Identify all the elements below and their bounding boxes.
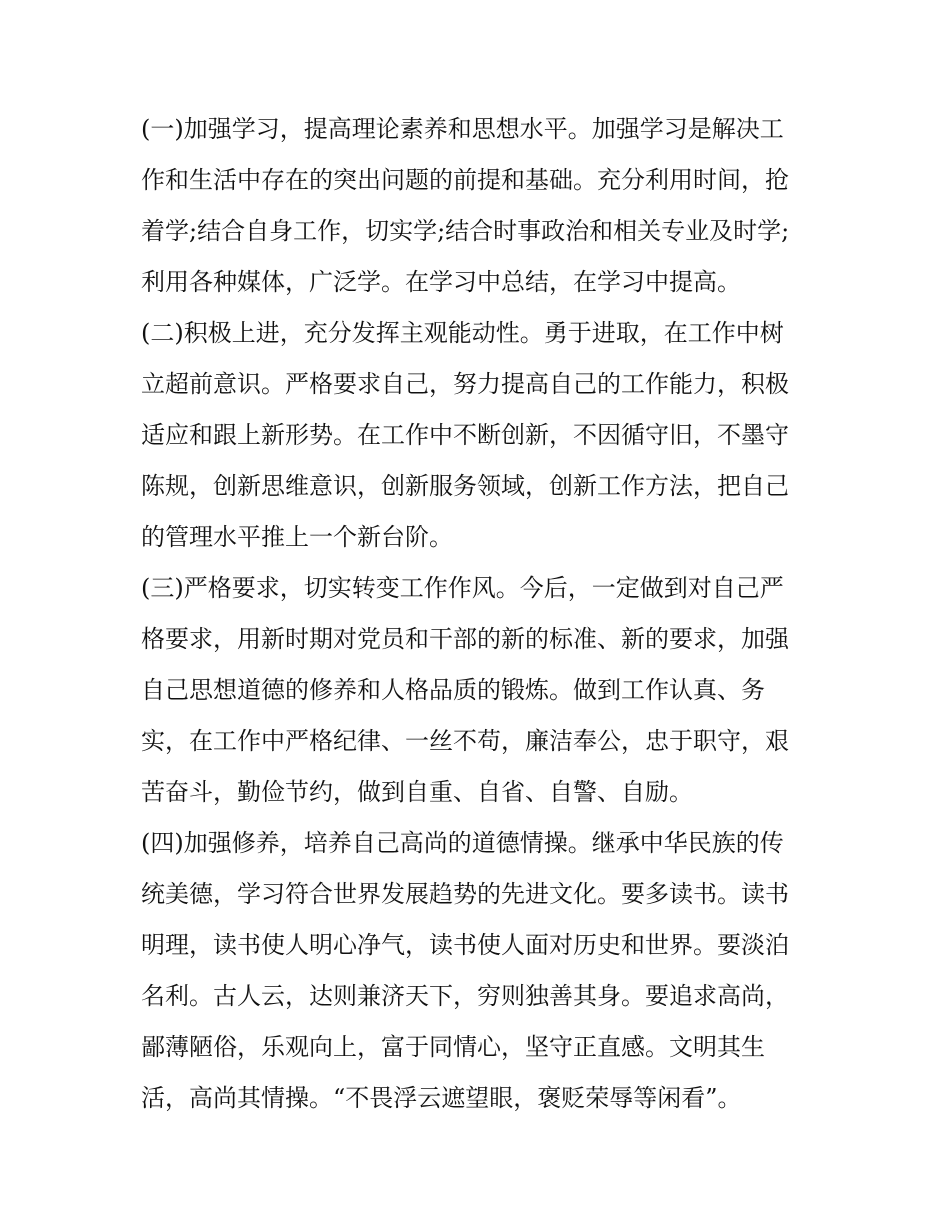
text-line-19: 鄙薄陋俗，乐观向上，富于同情心，坚守正直感。文明其生 bbox=[141, 1033, 765, 1061]
text-line-15: (四)加强修养，培养自己高尚的道德情操。继承中华民族的传 bbox=[141, 829, 784, 857]
text-line-3: 着学;结合自身工作，切实学;结合时事政治和相关专业及时学; bbox=[141, 217, 790, 245]
text-line-7: 适应和跟上新形势。在工作中不断创新，不因循守旧，不墨守 bbox=[141, 421, 789, 449]
text-line-11: 格要求，用新时期对党员和干部的新的标准、新的要求，加强 bbox=[141, 625, 789, 653]
text-line-5: (二)积极上进，充分发挥主观能动性。勇于进取，在工作中树 bbox=[141, 319, 784, 347]
document-body bbox=[141, 104, 821, 1124]
text-line-12: 自己思想道德的修养和人格品质的锻炼。做到工作认真、务 bbox=[141, 676, 765, 704]
text-line-8: 陈规，创新思维意识，创新服务领域，创新工作方法，把自己 bbox=[141, 472, 789, 500]
text-line-18: 名利。古人云，达则兼济天下，穷则独善其身。要追求高尚， bbox=[141, 982, 789, 1010]
text-line-2: 作和生活中存在的突出问题的前提和基础。充分利用时间，抢 bbox=[141, 166, 789, 194]
text-line-1: (一)加强学习，提高理论素养和思想水平。加强学习是解决工 bbox=[141, 115, 784, 143]
text-line-13: 实，在工作中严格纪律、一丝不苟，廉洁奉公，忠于职守，艰 bbox=[141, 727, 789, 755]
text-line-17: 明理，读书使人明心净气，读书使人面对历史和世界。要淡泊 bbox=[141, 931, 789, 959]
text-line-9: 的管理水平推上一个新台阶。 bbox=[141, 523, 453, 551]
text-line-4: 利用各种媒体，广泛学。在学习中总结，在学习中提高。 bbox=[141, 268, 741, 296]
text-line-6: 立超前意识。严格要求自己，努力提高自己的工作能力，积极 bbox=[141, 370, 789, 398]
text-line-10: (三)严格要求，切实转变工作作风。今后，一定做到对自己严 bbox=[141, 574, 784, 602]
text-line-16: 统美德，学习符合世界发展趋势的先进文化。要多读书。读书 bbox=[141, 880, 789, 908]
text-line-14: 苦奋斗，勤俭节约，做到自重、自省、自警、自励。 bbox=[141, 778, 693, 806]
text-line-20: 活，高尚其情操。“不畏浮云遮望眼，褒贬荣辱等闲看”。 bbox=[141, 1084, 742, 1112]
